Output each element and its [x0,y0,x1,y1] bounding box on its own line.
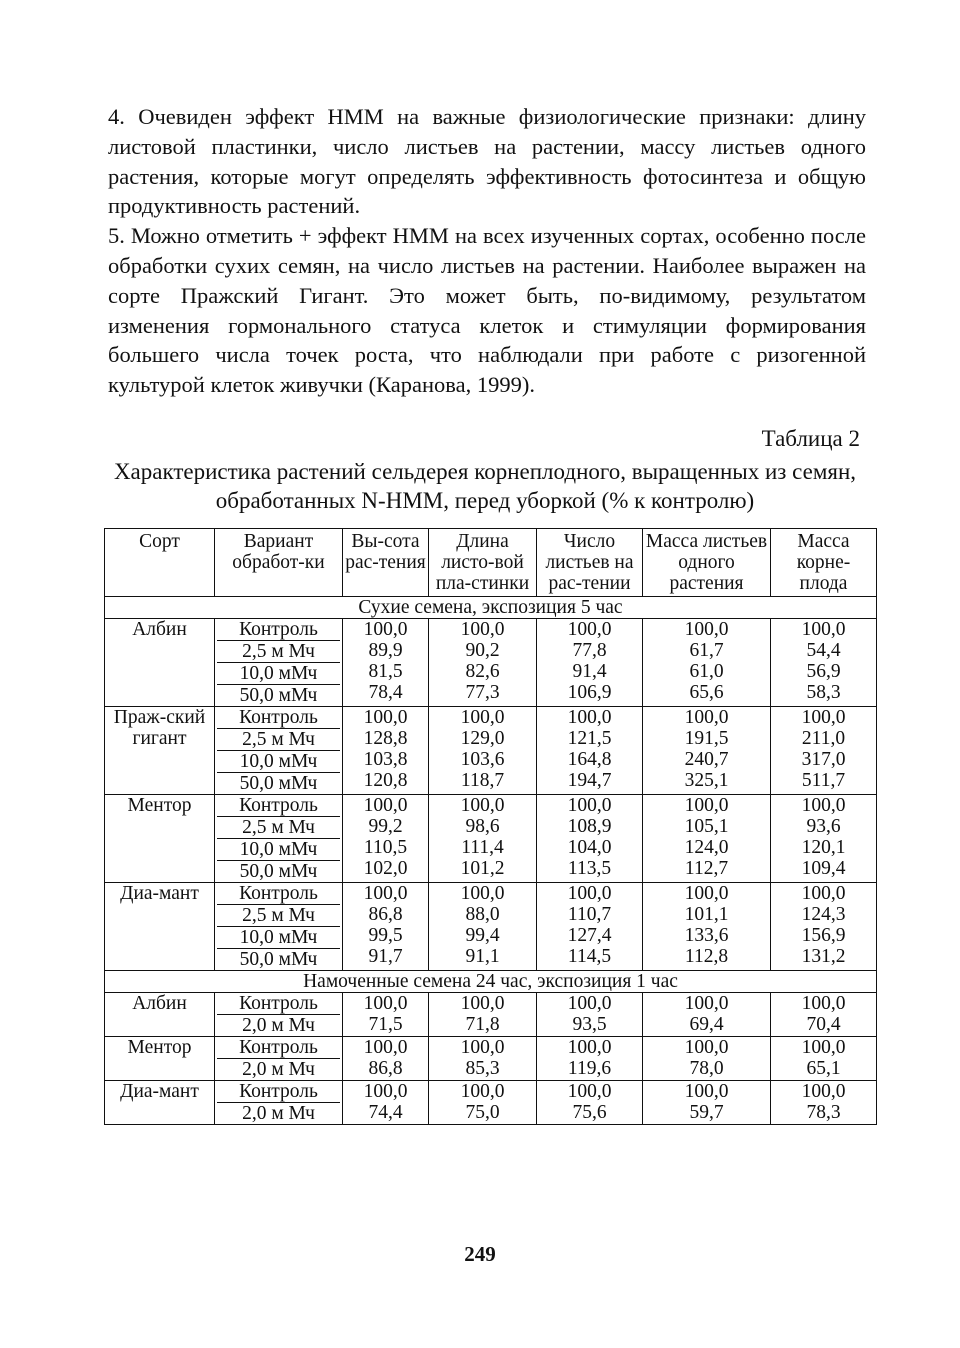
treatment-label: Контроль [217,1081,340,1103]
value: 65,1 [806,1058,841,1079]
value: 86,8 [368,904,403,925]
section-row [105,597,877,619]
value: 100,0 [567,619,612,640]
value: 100,0 [567,707,612,728]
value: 108,9 [567,816,612,837]
value: 103,6 [460,749,505,770]
value: 112,8 [684,946,729,967]
leaf-mass-cell [643,1037,771,1081]
value: 99,5 [368,925,403,946]
height-cell [343,1081,429,1125]
value: 118,7 [460,770,505,791]
value: 211,0 [801,728,846,749]
header-leaf-mass: Масса листьев одного растения [643,529,771,597]
value: 110,7 [567,904,612,925]
variety-cell: Ментор [105,795,215,883]
treatment-label: Контроль [217,795,340,817]
variety-cell: Албин [105,619,215,707]
value: 65,6 [689,682,724,703]
value: 100,0 [684,707,729,728]
value: 131,2 [801,946,846,967]
value: 61,7 [689,640,724,661]
value: 100,0 [460,993,505,1014]
root-mass-cell [771,883,877,971]
treatment-label: 10,0 мМч [217,663,340,685]
value: 71,5 [368,1014,403,1035]
value: 156,9 [801,925,846,946]
page-number: 249 [464,1242,496,1266]
value: 112,7 [684,858,729,879]
value: 317,0 [801,749,846,770]
height-cell [343,619,429,707]
treatment-label: Контроль [217,883,340,905]
value: 91,4 [572,661,607,682]
leaf-mass-cell [643,619,771,707]
height-cell [343,795,429,883]
height-cell [343,1037,429,1081]
variety-cell: Диа-мант [105,883,215,971]
value: 74,4 [368,1102,403,1123]
treatment-cell [215,795,343,883]
leaf-length-cell [429,883,537,971]
value: 100,0 [460,1081,505,1102]
value: 102,0 [363,858,408,879]
value: 77,8 [572,640,607,661]
variety-cell: Албин [105,993,215,1037]
value: 100,0 [567,883,612,904]
treatment-label: 2,5 м Мч [217,817,340,839]
value: 75,6 [572,1102,607,1123]
value: 78,4 [368,682,403,703]
value: 100,0 [363,993,408,1014]
value: 75,0 [465,1102,500,1123]
variety-cell: Ментор [105,1037,215,1081]
value: 71,8 [465,1014,500,1035]
value: 70,4 [806,1014,841,1035]
value: 100,0 [460,883,505,904]
treatment-cell [215,1081,343,1125]
value: 113,5 [567,858,612,879]
leaf-length-cell [429,619,537,707]
leaf-count-cell [537,619,643,707]
table-caption: Характеристика растений сельдерея корнеплодного, выращенных из семян, обработанных N-НММ, перед уборкой (% к контролю) [113,459,857,513]
value: 101,1 [684,904,729,925]
table-body [105,597,877,1125]
section-row [105,971,877,993]
value: 85,3 [465,1058,500,1079]
value: 191,5 [684,728,729,749]
value: 119,6 [567,1058,612,1079]
header-root-mass: Масса корне-плода [771,529,877,597]
value: 90,2 [465,640,500,661]
leaf-mass-cell [643,707,771,795]
value: 88,0 [465,904,500,925]
variety-cell: Праж-ский гигант [105,707,215,795]
value: 100,0 [567,795,612,816]
header-row [105,529,877,597]
value: 78,3 [806,1102,841,1123]
variety-cell: Диа-мант [105,1081,215,1125]
header-height: Вы-сота рас-тения [343,529,429,597]
value: 120,8 [363,770,408,791]
treatment-label: Контроль [217,619,340,641]
leaf-count-cell [537,993,643,1037]
value: 100,0 [567,1081,612,1102]
value: 194,7 [567,770,612,791]
value: 101,2 [460,858,505,879]
value: 77,3 [465,682,500,703]
value: 240,7 [684,749,729,770]
value: 100,0 [684,1081,729,1102]
treatment-label: 2,5 м Мч [217,641,340,663]
treatment-label: Контроль [217,707,340,729]
root-mass-cell [771,795,877,883]
value: 89,9 [368,640,403,661]
root-mass-cell [771,619,877,707]
value: 54,4 [806,640,841,661]
value: 100,0 [363,1037,408,1058]
value: 106,9 [567,682,612,703]
table-row [105,619,877,707]
treatment-cell [215,993,343,1037]
value: 100,0 [801,883,846,904]
value: 100,0 [460,619,505,640]
value: 100,0 [684,883,729,904]
value: 69,4 [689,1014,724,1035]
value: 91,1 [465,946,500,967]
value: 133,6 [684,925,729,946]
value: 59,7 [689,1102,724,1123]
treatment-label: Контроль [217,993,340,1015]
leaf-mass-cell [643,883,771,971]
header-leaf-length: Длина листо-вой пла-стинки [429,529,537,597]
treatment-label: 50,0 мМч [239,861,318,882]
leaf-mass-cell [643,993,771,1037]
root-mass-cell [771,1081,877,1125]
table-row [105,707,877,795]
treatment-label: 2,5 м Мч [217,905,340,927]
value: 99,2 [368,816,403,837]
table-row [105,883,877,971]
header-treatment: Вариант обработ-ки [215,529,343,597]
table-row [105,1037,877,1081]
value: 100,0 [684,619,729,640]
treatment-cell [215,1037,343,1081]
treatment-label: 10,0 мМч [217,927,340,949]
value: 100,0 [363,707,408,728]
root-mass-cell [771,993,877,1037]
leaf-length-cell [429,1037,537,1081]
treatment-label: 2,5 м Мч [217,729,340,751]
value: 58,3 [806,682,841,703]
value: 99,4 [465,925,500,946]
value: 100,0 [684,795,729,816]
value: 100,0 [363,619,408,640]
leaf-count-cell [537,1037,643,1081]
treatment-label: 2,0 м Мч [242,1059,315,1080]
value: 100,0 [567,1037,612,1058]
leaf-mass-cell [643,795,771,883]
header-variety: Сорт [105,529,215,597]
value: 100,0 [363,1081,408,1102]
value: 128,8 [363,728,408,749]
value: 164,8 [567,749,612,770]
value: 100,0 [363,795,408,816]
treatment-label: 50,0 мМч [239,685,318,706]
leaf-mass-cell [643,1081,771,1125]
value: 124,0 [684,837,729,858]
leaf-count-cell [537,707,643,795]
body-text [108,102,866,400]
value: 100,0 [801,1081,846,1102]
root-mass-cell [771,707,877,795]
height-cell [343,993,429,1037]
leaf-length-cell [429,707,537,795]
value: 100,0 [363,883,408,904]
height-cell [343,707,429,795]
value: 100,0 [801,619,846,640]
treatment-cell [215,883,343,971]
value: 82,6 [465,661,500,682]
paragraph-5: 5. Можно отметить + эффект НММ на всех изученных сортах, особенно после обработки сухих семян, на число листьев на растении. Наиболее выражен на сорте Пражский Гигант. Это может быть, по-видимому, результатом изменения гормонального статуса клеток и стимуляции формирования большего числа точек роста, что наблюдали при работе с ризогенной культурой клеток живучки (Каранова, 1999). [108,223,866,398]
value: 100,0 [684,993,729,1014]
value: 100,0 [801,707,846,728]
treatment-cell [215,707,343,795]
section-title: Намоченные семена 24 час, экспозиция 1 час [105,971,877,993]
value: 61,0 [689,661,724,682]
value: 93,5 [572,1014,607,1035]
value: 121,5 [567,728,612,749]
value: 120,1 [801,837,846,858]
value: 98,6 [465,816,500,837]
header-leaf-count: Число листьев на рас-тении [537,529,643,597]
leaf-count-cell [537,883,643,971]
leaf-count-cell [537,1081,643,1125]
table-row [105,993,877,1037]
treatment-label: 50,0 мМч [239,949,318,970]
value: 105,1 [684,816,729,837]
value: 103,8 [363,749,408,770]
treatment-label: 10,0 мМч [217,751,340,773]
value: 110,5 [363,837,408,858]
value: 100,0 [460,707,505,728]
height-cell [343,883,429,971]
value: 100,0 [684,1037,729,1058]
value: 78,0 [689,1058,724,1079]
treatment-label: 2,0 м Мч [242,1103,315,1124]
value: 511,7 [801,770,846,791]
leaf-length-cell [429,1081,537,1125]
treatment-label: 10,0 мМч [217,839,340,861]
value: 86,8 [368,1058,403,1079]
leaf-count-cell [537,795,643,883]
value: 100,0 [801,795,846,816]
value: 124,3 [801,904,846,925]
value: 325,1 [684,770,729,791]
table-row [105,1081,877,1125]
data-table [104,528,877,1125]
leaf-length-cell [429,993,537,1037]
treatment-label: 2,0 м Мч [242,1015,315,1036]
value: 100,0 [567,993,612,1014]
value: 111,4 [461,837,504,858]
value: 56,9 [806,661,841,682]
value: 109,4 [801,858,846,879]
leaf-length-cell [429,795,537,883]
paragraph-4: 4. Очевиден эффект НММ на важные физиологические признаки: длину листовой пластинки, число листьев на растении, массу листьев одного растения, которые могут определять эффективность фотосинтеза и общую продуктивность растений. [108,104,866,219]
treatment-label: Контроль [217,1037,340,1059]
value: 91,7 [368,946,403,967]
table-number: Таблица 2 [761,426,860,451]
value: 100,0 [801,1037,846,1058]
value: 104,0 [567,837,612,858]
root-mass-cell [771,1037,877,1081]
value: 129,0 [460,728,505,749]
value: 93,6 [806,816,841,837]
value: 100,0 [801,993,846,1014]
table-row [105,795,877,883]
value: 114,5 [567,946,612,967]
treatment-label: 50,0 мМч [239,773,318,794]
treatment-cell [215,619,343,707]
value: 127,4 [567,925,612,946]
value: 100,0 [460,795,505,816]
value: 81,5 [368,661,403,682]
section-title: Сухие семена, экспозиция 5 час [105,597,877,619]
value: 100,0 [460,1037,505,1058]
